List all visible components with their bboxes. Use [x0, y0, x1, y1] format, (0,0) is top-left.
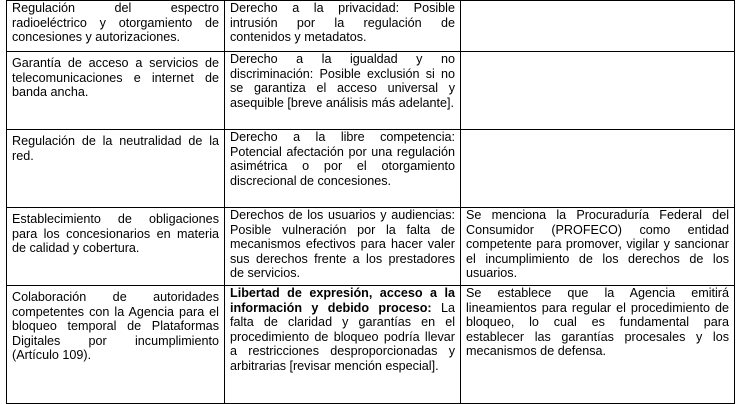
observations-cell	[461, 1, 735, 52]
rights-impact-cell: Derechos de los usuarios y audiencias: Posible vulneración por la falta de mecanismos efectivos para hacer valer sus derechos frente a los prestadores de servicios.	[225, 208, 461, 286]
rights-impact-cell: Derecho a la libre competencia: Potencial afectación por una regulación asimétrica o por el otorgamiento discrecional de concesiones.	[225, 130, 461, 208]
table-row	[7, 208, 735, 286]
regulatory-aspect-cell: Colaboración de autoridades competentes con la Agencia para el bloqueo temporal de Plataformas Digitales por incumplimiento (Artículo 109).	[7, 286, 225, 404]
table-row	[7, 130, 735, 208]
rights-impact-text: La falta de claridad y garantías en el procedimiento de bloqueo podría llevar a restricciones desproporcionadas y arbitrarias [revisar mención especial].	[230, 300, 455, 373]
rights-impact-heading: Libertad de expresión, acceso a la información y debido proceso:	[230, 286, 455, 315]
observations-cell: Se menciona la Procuraduría Federal del Consumidor (PROFECO) como entidad competente para promover, vigilar y sancionar el incumplimiento de los derechos de los usuarios.	[461, 208, 735, 286]
regulatory-aspect-cell: Garantía de acceso a servicios de telecomunicaciones e internet de banda ancha.	[7, 52, 225, 130]
rights-impact-cell: Derecho a la igualdad y no discriminación: Posible exclusión si no se garantiza el acceso universal y asequible [breve análisis más adelante].	[225, 52, 461, 130]
regulatory-aspect-cell: Regulación de la neutralidad de la red.	[7, 130, 225, 208]
rights-impact-cell: Derecho a la privacidad: Posible intrusión por la regulación de contenidos y metadatos.	[225, 1, 461, 52]
table-row	[7, 52, 735, 130]
observations-cell	[461, 52, 735, 130]
rights-impact-cell	[225, 286, 461, 404]
table-row	[7, 286, 735, 404]
observations-cell	[461, 130, 735, 208]
observations-cell: Se establece que la Agencia emitirá lineamientos para regular el procedimiento de bloqueo, lo cual es fundamental para establecer las garantías procesales y los mecanismos de defensa.	[461, 286, 735, 404]
regulatory-aspect-cell: Regulación del espectro radioeléctrico y otorgamiento de concesiones y autorizaciones.	[7, 1, 225, 52]
rights-analysis-table	[6, 0, 735, 404]
table-row	[7, 1, 735, 52]
regulatory-aspect-cell: Establecimiento de obligaciones para los concesionarios en materia de calidad y cobertura.	[7, 208, 225, 286]
